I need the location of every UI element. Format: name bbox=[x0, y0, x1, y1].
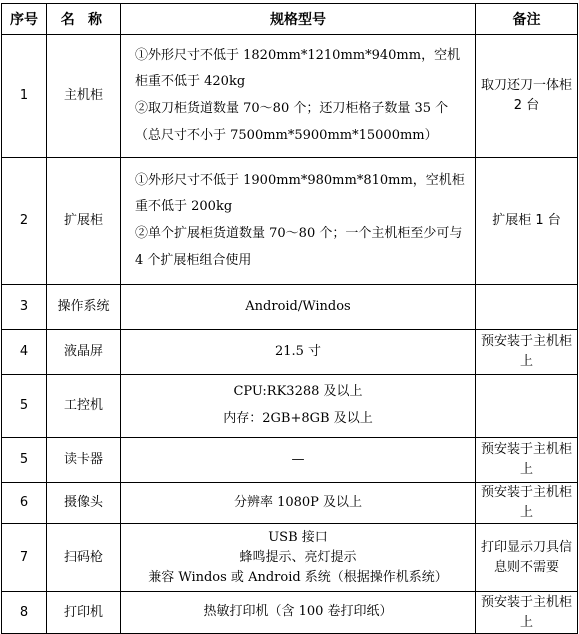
row-remark: 扩展柜 1 台 bbox=[476, 158, 578, 285]
row-name: 工控机 bbox=[47, 375, 121, 438]
row-remark: 预安装于主机柜上 bbox=[476, 483, 578, 524]
row-remark: 打印显示刀具信息则不需要 bbox=[476, 524, 578, 592]
spec-line: 蜂鸣提示、亮灯提示 bbox=[239, 549, 357, 565]
row-remark bbox=[476, 285, 578, 330]
spec-line: 兼容 Windos 或 Android 系统（根据操作机系统） bbox=[148, 569, 448, 585]
table-row bbox=[2, 330, 578, 375]
table-row bbox=[2, 483, 578, 524]
header-row bbox=[2, 4, 578, 35]
spec-line: ②单个扩展柜货道数量 70～80 个；一个主机柜至少可与 4 个扩展柜组合使用 bbox=[135, 226, 463, 268]
row-seq: 7 bbox=[2, 524, 47, 592]
row-seq: 4 bbox=[2, 330, 47, 375]
spec-line: 21.5 寸 bbox=[274, 343, 322, 359]
row-remark: 取刀还刀一体柜 2 台 bbox=[476, 35, 578, 158]
table-row bbox=[2, 524, 578, 592]
row-spec bbox=[121, 35, 476, 158]
row-name: 打印机 bbox=[47, 592, 121, 634]
header-seq: 序号 bbox=[2, 4, 47, 35]
table-row bbox=[2, 285, 578, 330]
row-seq: 1 bbox=[2, 35, 47, 158]
table-row bbox=[2, 592, 578, 634]
spec-line: — bbox=[291, 451, 305, 467]
table-row bbox=[2, 375, 578, 438]
row-name: 液晶屏 bbox=[47, 330, 121, 375]
spec-line: ①外形尺寸不低于 1900mm*980mm*810mm，空机柜重不低于 200kg bbox=[135, 172, 465, 215]
spec-line: USB 接口 bbox=[268, 529, 328, 545]
row-seq: 8 bbox=[2, 592, 47, 634]
header-name: 名 称 bbox=[47, 4, 121, 35]
row-spec bbox=[121, 438, 476, 483]
header-remark: 备注 bbox=[476, 4, 578, 35]
row-spec bbox=[121, 158, 476, 285]
spec-line: CPU:RK3288 及以上 bbox=[233, 384, 363, 400]
row-name: 扫码枪 bbox=[47, 524, 121, 592]
row-remark: 预安装于主机柜上 bbox=[476, 592, 578, 634]
row-seq: 5 bbox=[2, 438, 47, 483]
spec-line: ①外形尺寸不低于 1820mm*1210mm*940mm，空机柜重不低于 420kg bbox=[135, 47, 461, 90]
row-seq: 6 bbox=[2, 483, 47, 524]
row-spec bbox=[121, 285, 476, 330]
table-row bbox=[2, 438, 578, 483]
row-seq: 5 bbox=[2, 375, 47, 438]
spec-line: ②取刀柜货道数量 70～80 个；还刀柜格子数量 35 个（总尺寸不小于 7500mm*5900mm*15000mm） bbox=[135, 101, 449, 143]
row-name: 摄像头 bbox=[47, 483, 121, 524]
table-row bbox=[2, 35, 578, 158]
row-remark bbox=[476, 375, 578, 438]
row-spec bbox=[121, 483, 476, 524]
row-name: 操作系统 bbox=[47, 285, 121, 330]
row-spec bbox=[121, 524, 476, 592]
row-seq: 2 bbox=[2, 158, 47, 285]
row-name: 扩展柜 bbox=[47, 158, 121, 285]
row-spec bbox=[121, 592, 476, 634]
spec-line: Android/Windos bbox=[245, 298, 351, 314]
header-spec: 规格型号 bbox=[121, 4, 476, 35]
row-remark: 预安装于主机柜上 bbox=[476, 438, 578, 483]
spec-line: 热敏打印机（含 100 卷打印纸） bbox=[203, 604, 393, 620]
row-name: 读卡器 bbox=[47, 438, 121, 483]
row-spec bbox=[121, 330, 476, 375]
row-name: 主机柜 bbox=[47, 35, 121, 158]
spec-line: 分辨率 1080P 及以上 bbox=[233, 494, 363, 510]
table-row bbox=[2, 158, 578, 285]
row-remark: 预安装于主机柜上 bbox=[476, 330, 578, 375]
spec-line: 内存：2GB+8GB 及以上 bbox=[223, 411, 373, 426]
row-spec bbox=[121, 375, 476, 438]
row-seq: 3 bbox=[2, 285, 47, 330]
spec-table bbox=[1, 3, 578, 634]
